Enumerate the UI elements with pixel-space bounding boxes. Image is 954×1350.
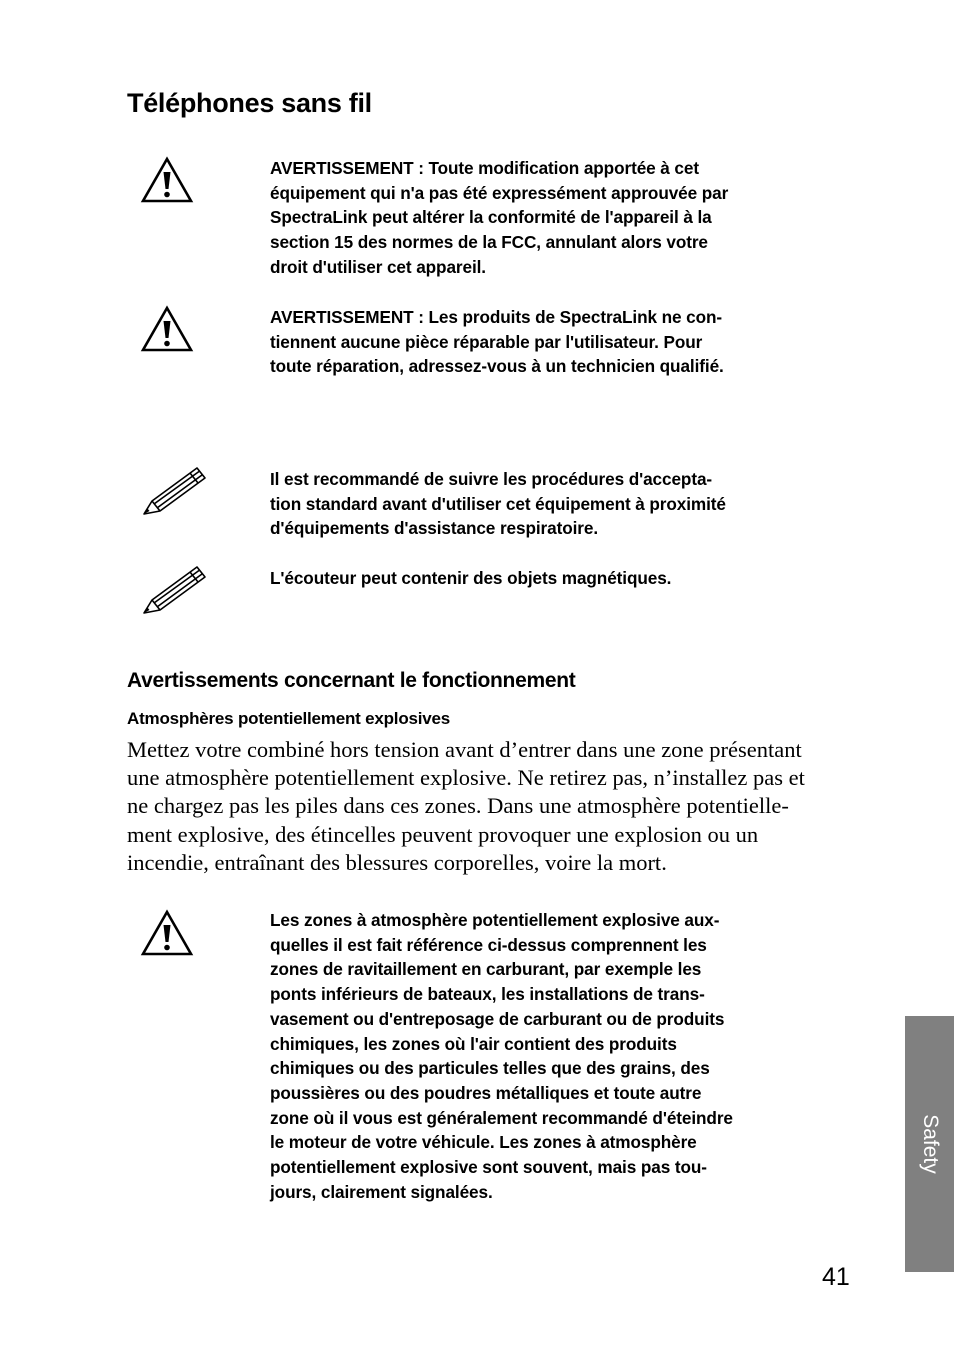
warning-text-line: droit d'utiliser cet appareil. (270, 256, 486, 277)
page-number: 41 (822, 1263, 850, 1291)
note-text-line: d'équipements d'assistance respiratoire. (270, 518, 598, 539)
warning-text-line: AVERTISSEMENT : Les produits de SpectraLink ne con- (270, 307, 723, 327)
warning-explosive-zones (270, 908, 800, 1204)
body-paragraph (127, 736, 867, 877)
note-text-line: Il est recommandé de suivre les procédures d'accepta- (270, 469, 713, 489)
warning-text-line: chimiques, les zones où l'air contient des produits (270, 1033, 677, 1054)
warning-text-line: vasement ou d'entreposage de carburant ou de produits (270, 1008, 725, 1029)
warning-fcc-modification (270, 156, 800, 280)
subsection-heading: Atmosphères potentiellement explosives (127, 709, 451, 728)
note-magnetic-objects (270, 566, 800, 591)
warning-text-line: ponts inférieurs de bateaux, les installations de trans- (270, 984, 705, 1005)
warning-text-line: SpectraLink peut altérer la conformité de l'appareil à la (270, 207, 712, 228)
warning-text-line: équipement qui n'a pas été expressément approuvée par (270, 182, 729, 203)
warning-triangle-icon (140, 909, 194, 957)
side-tab-label: Safety (918, 1114, 942, 1174)
warning-text-line: section 15 des normes de la FCC, annulant alors votre (270, 232, 708, 253)
warning-text-line: zone où il vous est généralement recommandé d'éteindre (270, 1107, 733, 1128)
note-text-line: L'écouteur peut contenir des objets magnétiques. (270, 568, 672, 588)
warning-text-line: potentiellement explosive sont souvent, mais pas tou- (270, 1157, 707, 1178)
warning-text-line: le moteur de votre véhicule. Les zones à atmosphère (270, 1132, 697, 1153)
warning-no-serviceable-parts (270, 305, 800, 379)
note-respiratory-equipment (270, 467, 800, 541)
body-text-line: incendie, entraînant des blessures corporelles, voire la mort. (127, 849, 667, 875)
warning-triangle-icon (140, 156, 194, 204)
warning-text-line: jours, clairement signalées. (270, 1181, 493, 1202)
body-text-line: ment explosive, des étincelles peuvent provoquer une explosion ou un (127, 821, 759, 847)
warning-text-line: toute réparation, adressez-vous à un technicien qualifié. (270, 356, 724, 377)
section-heading: Avertissements concernant le fonctionnement (127, 669, 576, 692)
body-text-line: ne chargez pas les piles dans ces zones. Dans une atmosphère potentielle- (127, 793, 789, 819)
warning-text-line: Les zones à atmosphère potentiellement explosive aux- (270, 910, 720, 930)
pencil-icon (140, 563, 208, 617)
warning-text-line: AVERTISSEMENT : Toute modification apportée à cet (270, 158, 699, 178)
note-text-line: tion standard avant d'utiliser cet équipement à proximité (270, 493, 726, 514)
warning-text-line: zones de ravitaillement en carburant, par exemple les (270, 959, 702, 980)
warning-text-line: tiennent aucune pièce réparable par l'utilisateur. Pour (270, 331, 703, 352)
body-text-line: une atmosphère potentiellement explosive. Ne retirez pas, n’installez pas et (127, 765, 805, 791)
warning-text-line: quelles il est fait référence ci-dessus comprennent les (270, 934, 707, 955)
pencil-icon (140, 464, 208, 518)
body-text-line: Mettez votre combiné hors tension avant d’entrer dans une zone présentant (127, 737, 802, 762)
page-title: Téléphones sans fil (127, 88, 372, 118)
warning-text-line: chimiques ou des particules telles que des grains, des (270, 1058, 710, 1079)
section-side-tab (905, 1016, 954, 1272)
warning-triangle-icon (140, 305, 194, 353)
warning-text-line: poussières ou des poudres métalliques et toute autre (270, 1082, 702, 1103)
